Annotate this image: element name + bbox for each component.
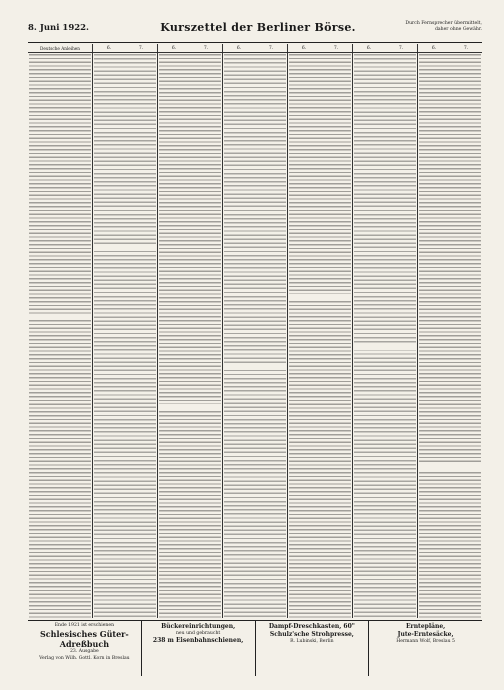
price-rows: [159, 54, 221, 618]
column-date: 7.: [398, 45, 404, 51]
column-date: 7.: [138, 45, 144, 51]
page-title: Kurszettel der Berliner Börse.: [160, 21, 356, 34]
column-date: 7.: [203, 45, 209, 51]
column-heading: Deutsche Anleihen: [40, 45, 80, 51]
column-date: 6.: [106, 45, 112, 51]
price-rows: [354, 54, 416, 618]
column-date: 6.: [431, 45, 437, 51]
price-column: [353, 44, 418, 618]
column-date: 7.: [268, 45, 274, 51]
page-header: [28, 20, 482, 43]
column-date: 7.: [333, 45, 339, 51]
price-rows: [94, 54, 156, 618]
advertisement-row: [28, 620, 482, 676]
price-column: [418, 44, 482, 618]
header-note: Durch Fernsprecher übermittelt, daher ohne Gewähr.: [405, 21, 482, 32]
price-column: [28, 44, 93, 618]
column-date: 6.: [366, 45, 372, 51]
column-date: 7.: [463, 45, 469, 51]
price-rows: [419, 54, 481, 618]
newspaper-page: [28, 20, 482, 675]
price-table: [28, 44, 482, 618]
advertisement: Erntepläne, Jute-Erntesäcke, Hermann Wolf, Breslau 5: [396, 623, 455, 644]
price-rows: [224, 54, 286, 618]
column-date: 6.: [236, 45, 242, 51]
advertisement: Dampf-Dreschkasten, 60" Schulz'sche Strohpresse, R. Lubinski, Berlin: [256, 621, 370, 676]
issue-date: 8. Juni 1922.: [28, 23, 90, 33]
price-column: [158, 44, 223, 618]
advertisement: Bückereinrichtungen, neu und gebraucht 238 m Eisenbahnschienen,: [142, 621, 256, 676]
price-rows: [289, 54, 351, 618]
price-column: [93, 44, 158, 618]
price-column: [223, 44, 288, 618]
price-rows: [29, 54, 91, 618]
price-column: [288, 44, 353, 618]
column-date: 6.: [171, 45, 177, 51]
column-date: 6.: [301, 45, 307, 51]
advertisement: Ende 1921 ist erschienen Schlesisches Güter-Adreßbuch 23. Ausgabe Verlag von Wilh. Gottl. Korn in Breslau: [28, 621, 142, 676]
